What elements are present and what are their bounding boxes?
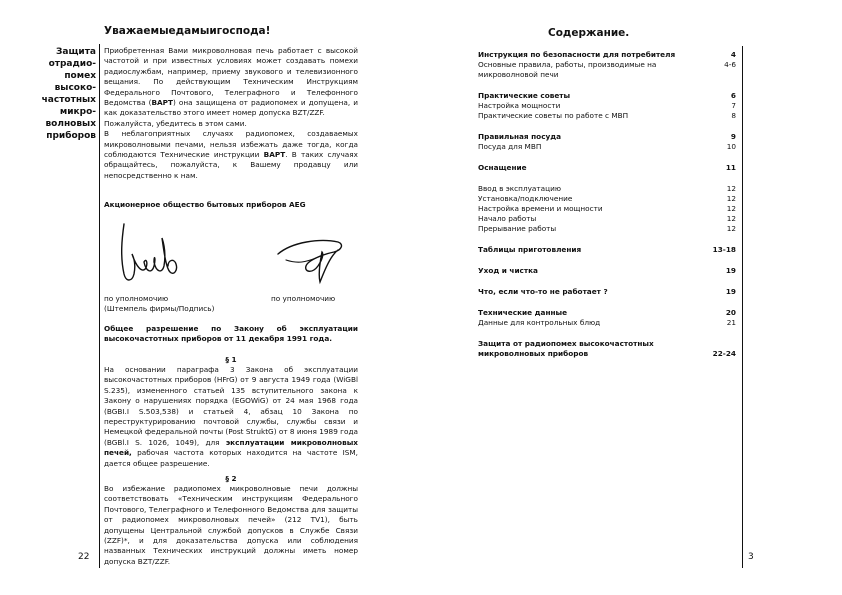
side-title-line: волновых <box>45 119 96 129</box>
toc-title: Настройка мощности <box>478 101 561 110</box>
toc-title: Защита от радиопомех высокочастотных микроволновых приборов <box>478 339 654 358</box>
signature-right <box>272 232 362 287</box>
left-vertical-rule <box>99 44 100 568</box>
toc-page: 4-6 <box>724 60 736 69</box>
toc-row <box>478 224 736 234</box>
toc-page: 12 <box>726 184 736 193</box>
right-page-number: 3 <box>748 552 754 562</box>
toc-page: 20 <box>725 308 736 317</box>
toc-row <box>478 318 736 328</box>
toc-title: Таблицы приготовления <box>478 245 582 254</box>
side-title-line: высоко- <box>54 83 96 93</box>
bold-token: ВАРТ <box>151 98 173 108</box>
side-title-line: микро- <box>59 107 96 117</box>
toc-page: 8 <box>731 111 736 120</box>
toc-row <box>478 163 736 173</box>
toc-page: 12 <box>726 204 736 213</box>
left-page-number: 22 <box>78 552 90 562</box>
toc-title: Основные правила, работы, производимые на микроволновой печи <box>478 60 657 79</box>
toc-page: 21 <box>726 318 736 327</box>
toc-page: 12 <box>726 224 736 233</box>
toc-row <box>478 111 736 121</box>
toc-row <box>478 194 736 204</box>
left-page-heading: Уважаемыедамыигоспода! <box>104 25 271 37</box>
toc-row <box>478 339 736 359</box>
intro-paragraph-1: Приобретенная Вами микроволновая печь работает с высокой частотой и при известных условиях может создавать помехи радиослужбам, например, приему звукового и телевизионного вещания. По действующим Техническим Инструкциям Федерального Почтового, Телеграфного и Телефонного Ведомства (ВАРТ) она защищена от радиопомех и допущена, и как доказательство этого имеет номер допуска BZT/ZZF. <box>104 46 358 118</box>
toc-page: 12 <box>726 214 736 223</box>
toc-row <box>478 214 736 224</box>
toc-page: 10 <box>726 142 736 151</box>
toc-title: Настройка времени и мощности <box>478 204 603 213</box>
section-1-tail: рабочая частота которых находится на частоте ISM, дается общее разрешение. <box>104 448 358 468</box>
section-1-body: На основании параграфа 3 Закона об эксплуатации высокочастотных приборов (HFrG) от 9 августа 1949 года (WiGBl S.235), измененного статьей 135 вступительного закона к Закону о нарушениях порядка (EGOWiG) от 24 мая 1968 года (BGBI.I S.503,538) и статьей 4, абзац 10 Закона по переструктурированию почтовой службы, службы связи и Немецкой федеральной почты (Post StruktG) от 8 июня 1989 года (BGBl.I S. 1026, 1049), для <box>104 365 358 447</box>
toc-page: 19 <box>725 287 736 296</box>
toc-title: Правильная посуда <box>478 132 562 141</box>
toc-page: 6 <box>730 91 736 100</box>
signature-right-label: по уполномочию <box>271 294 336 303</box>
permit-title: Общее разрешение по Закону об эксплуатации высокочастотных приборов от 11 декабря 1991 года. <box>104 324 358 344</box>
toc-title: Технические данные <box>478 308 568 317</box>
toc-title: Что, если что-то не работает ? <box>478 287 608 296</box>
signature-left-sublabel: (Штемпель фирмы/Подпись) <box>104 304 215 313</box>
toc-title: Установка/подключение <box>478 194 573 203</box>
toc-title: Посуда для МВП <box>478 142 542 151</box>
section-1-bold: эксплуатации микроволновых печей, <box>104 437 358 458</box>
toc-page: 7 <box>731 101 736 110</box>
toc-title: Оснащение <box>478 163 527 172</box>
bold-token: ВАРТ <box>263 150 286 160</box>
toc-title: Практические советы по работе с МВП <box>478 111 629 120</box>
toc-page: 4 <box>730 50 736 59</box>
toc-title: Данные для контрольных блюд <box>478 318 601 327</box>
toc-row <box>478 60 736 80</box>
side-title-line: частотных <box>41 95 96 105</box>
side-title-line: приборов <box>46 131 96 141</box>
side-title-line: помех <box>64 71 96 81</box>
side-title-line: Защита <box>55 47 96 57</box>
toc-row <box>478 91 736 101</box>
toc-row <box>478 266 736 276</box>
right-vertical-rule <box>742 46 743 568</box>
intro-paragraph-2: Пожалуйста, убедитесь в этом сами. <box>104 118 247 128</box>
toc-title: Прерывание работы <box>478 224 557 233</box>
toc-title: Инструкция по безопасности для потребителя <box>478 50 676 59</box>
table-of-contents <box>478 50 736 359</box>
section-1-text <box>104 365 358 469</box>
toc-page: 13-18 <box>712 245 736 254</box>
toc-title: Ввод в эксплуатацию <box>478 184 561 193</box>
toc-row <box>478 204 736 214</box>
toc-row <box>478 132 736 142</box>
intro-paragraph-3: В неблагоприятных случаях радиопомех, создаваемых микроволновыми печами, нельзя избежать даже тогда, когда соблюдаются Технические инструкции ВАРТ. В таких случаях обращайтесь, пожалуйста, к Вашему продавцу или непосредственно к нам. <box>104 129 358 180</box>
toc-row <box>478 50 736 60</box>
side-title-line: отрадио- <box>48 59 96 69</box>
toc-row <box>478 101 736 111</box>
toc-title: Практические советы <box>478 91 571 100</box>
intro-text <box>104 46 358 181</box>
toc-row <box>478 308 736 318</box>
company-name: Акционерное общество бытовых приборов AEG <box>104 200 306 209</box>
section-2-text: Во избежание радиопомех микроволновые печи должны соответствовать «Техническим инструкциям Федерального Почтового, Телеграфного и Телефонного Ведомства для защиты от радиопомех микроволновых печей» (212 TV1), быть допущены Центральной службой допусков в Службе Связи (ZZF)*, и для доказательства допуска или соблюдения названных Технических инструкций должны иметь номер допуска BZT/ZZF. <box>104 484 358 566</box>
toc-row <box>478 245 736 255</box>
side-title <box>20 46 96 142</box>
toc-row <box>478 287 736 297</box>
toc-title: Начало работы <box>478 214 537 223</box>
right-page-heading: Содержание. <box>548 27 630 39</box>
toc-row <box>478 184 736 194</box>
section-1-mark: § 1 <box>225 355 237 364</box>
toc-row <box>478 142 736 152</box>
toc-title: Уход и чистка <box>478 266 538 275</box>
toc-page: 9 <box>730 132 736 141</box>
toc-page: 19 <box>725 266 736 275</box>
toc-page: 12 <box>726 194 736 203</box>
toc-page: 22-24 <box>712 349 736 358</box>
signature-left-label: по уполномочию <box>104 294 169 303</box>
toc-page: 11 <box>725 163 736 172</box>
section-2-mark: § 2 <box>225 474 237 483</box>
signature-left <box>112 218 192 290</box>
